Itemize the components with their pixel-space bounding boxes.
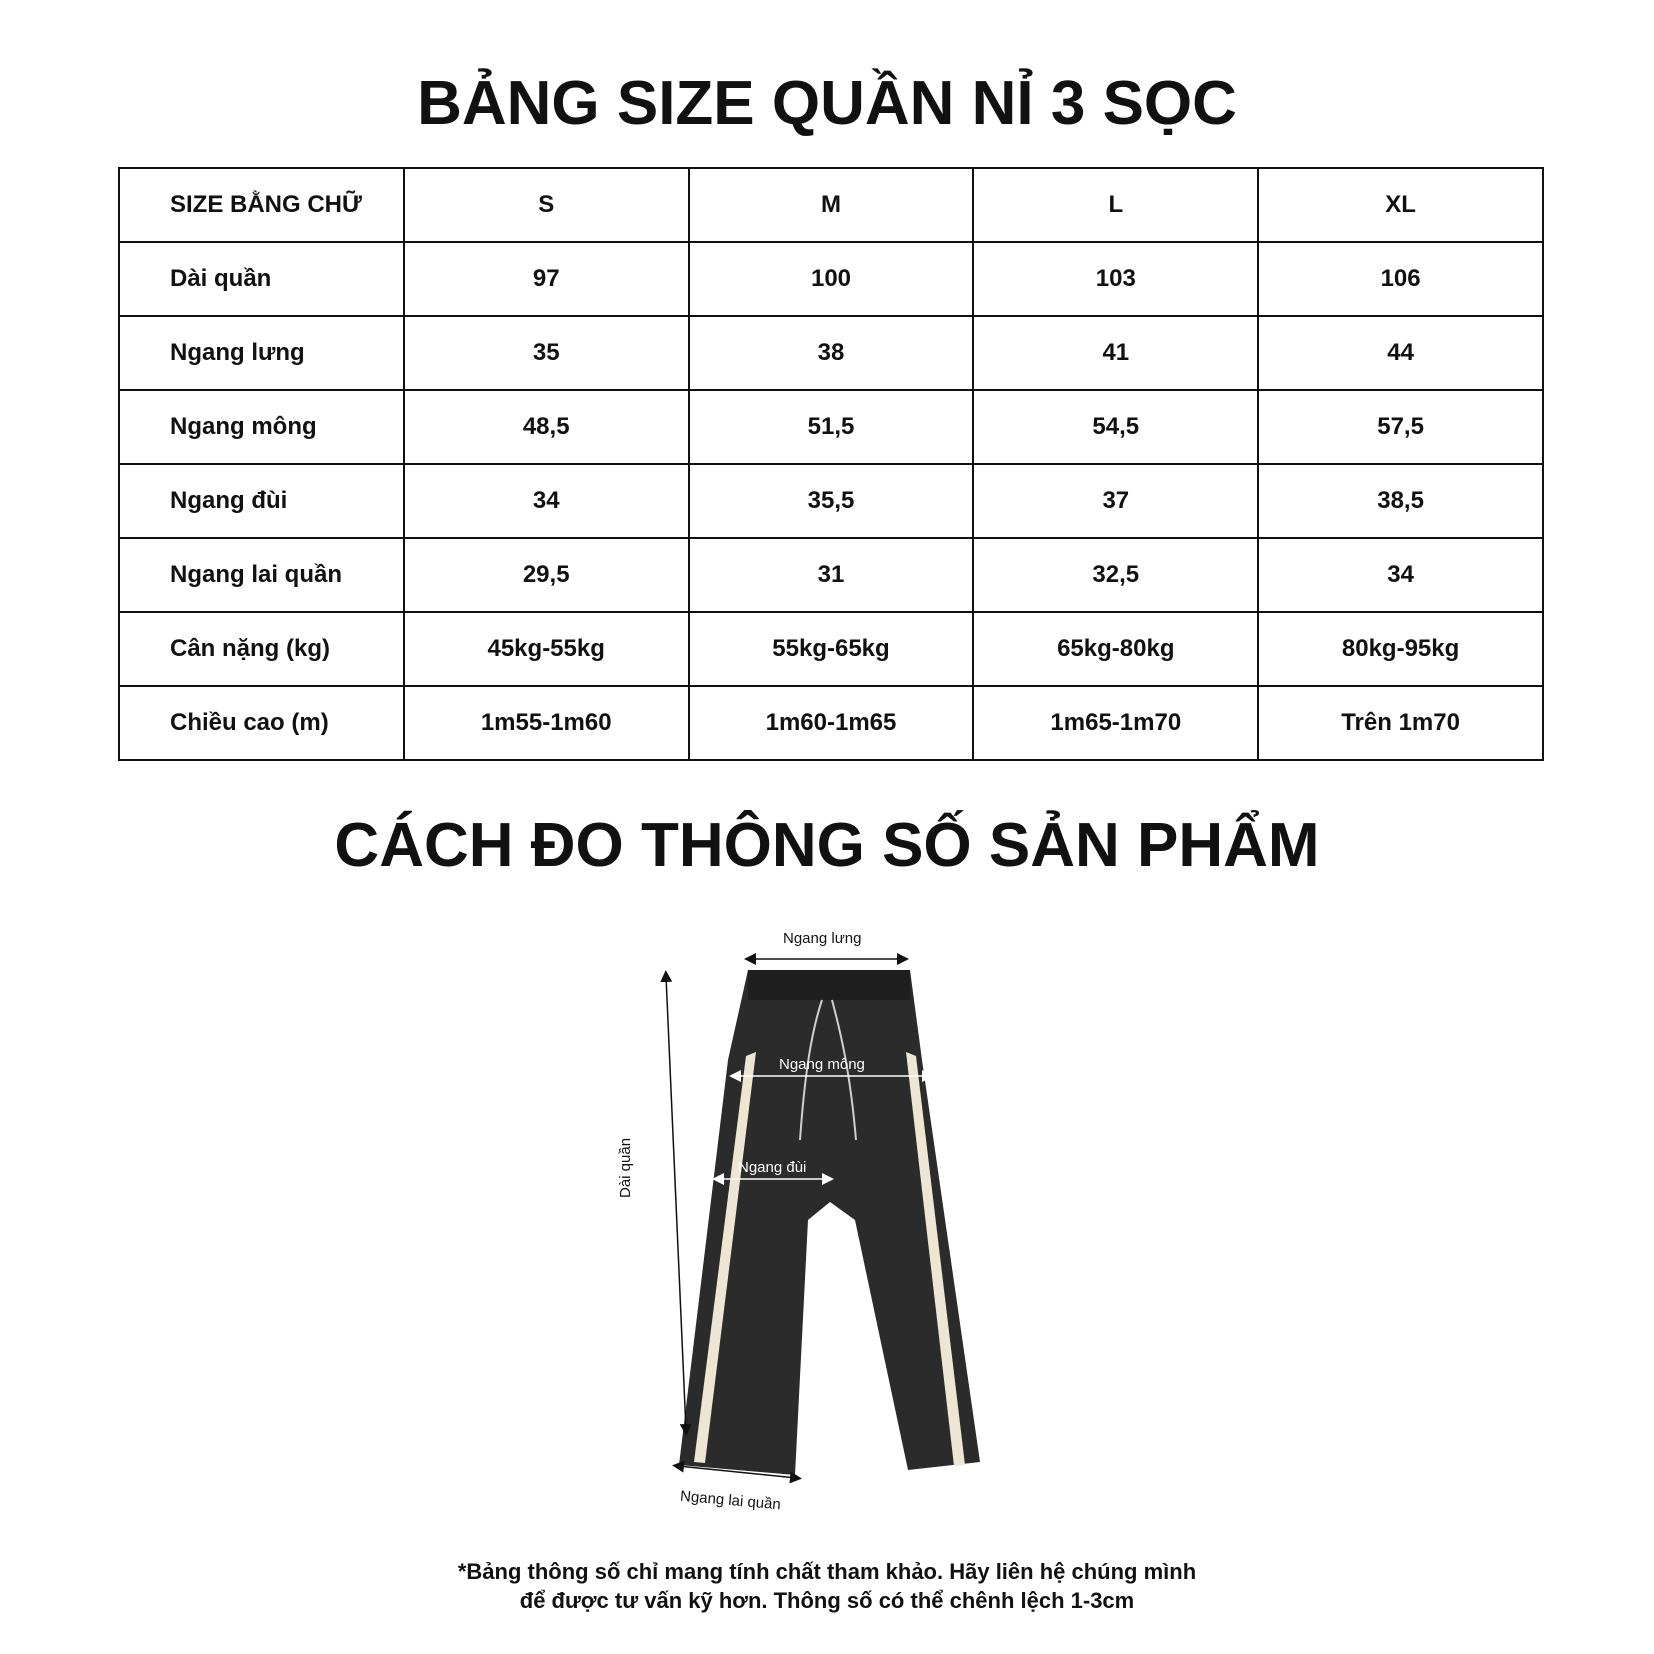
table-row bbox=[119, 316, 1543, 390]
table-cell: 38,5 bbox=[1258, 464, 1543, 538]
table-row bbox=[119, 464, 1543, 538]
size-table bbox=[118, 167, 1544, 761]
table-cell: 31 bbox=[689, 538, 974, 612]
row-label: Chiều cao (m) bbox=[119, 686, 404, 760]
table-cell: 1m65-1m70 bbox=[973, 686, 1258, 760]
table-row bbox=[119, 242, 1543, 316]
table-cell: 103 bbox=[973, 242, 1258, 316]
thigh-label: Ngang đùi bbox=[738, 1159, 807, 1176]
table-cell: 29,5 bbox=[404, 538, 689, 612]
table-cell: 38 bbox=[689, 316, 974, 390]
table-header-row bbox=[119, 168, 1543, 242]
disclaimer-line: *Bảng thông số chỉ mang tính chất tham khảo. Hãy liên hệ chúng mình bbox=[457, 1559, 1197, 1584]
page-title: BẢNG SIZE QUẦN NỈ 3 SỌC bbox=[417, 69, 1237, 138]
table-row bbox=[119, 686, 1543, 760]
measurement-diagram bbox=[600, 920, 1020, 1520]
row-label: Ngang lưng bbox=[119, 316, 404, 390]
pants-illustration bbox=[600, 920, 1020, 1520]
table-cell: Trên 1m70 bbox=[1258, 686, 1543, 760]
row-label: Dài quần bbox=[119, 242, 404, 316]
table-cell: 32,5 bbox=[973, 538, 1258, 612]
table-cell: 80kg-95kg bbox=[1258, 612, 1543, 686]
row-label: Ngang mông bbox=[119, 390, 404, 464]
table-cell: 100 bbox=[689, 242, 974, 316]
table-cell: 57,5 bbox=[1258, 390, 1543, 464]
table-cell: 37 bbox=[973, 464, 1258, 538]
table-cell: 106 bbox=[1258, 242, 1543, 316]
waistband bbox=[748, 970, 910, 1000]
table-cell: 1m55-1m60 bbox=[404, 686, 689, 760]
length-arrow bbox=[666, 976, 686, 1430]
table-cell: 1m60-1m65 bbox=[689, 686, 974, 760]
table-cell: 41 bbox=[973, 316, 1258, 390]
table-cell: 48,5 bbox=[404, 390, 689, 464]
hem-label: Ngang lai quần bbox=[679, 1487, 782, 1514]
table-cell: 44 bbox=[1258, 316, 1543, 390]
table-cell: 35 bbox=[404, 316, 689, 390]
table-cell: 35,5 bbox=[689, 464, 974, 538]
section-title: CÁCH ĐO THÔNG SỐ SẢN PHẨM bbox=[334, 811, 1320, 880]
table-row bbox=[119, 612, 1543, 686]
table-cell: 97 bbox=[404, 242, 689, 316]
table-cell: 34 bbox=[404, 464, 689, 538]
hip-label: Ngang mông bbox=[779, 1056, 865, 1073]
table-cell: 54,5 bbox=[973, 390, 1258, 464]
table-cell: 65kg-80kg bbox=[973, 612, 1258, 686]
waist-label: Ngang lưng bbox=[783, 930, 862, 947]
table-cell: 45kg-55kg bbox=[404, 612, 689, 686]
table-cell: 34 bbox=[1258, 538, 1543, 612]
table-row bbox=[119, 390, 1543, 464]
disclaimer-line: để được tư vấn kỹ hơn. Thông số có thể chênh lệch 1-3cm bbox=[519, 1588, 1135, 1613]
header-cell: XL bbox=[1258, 168, 1543, 242]
header-cell: S bbox=[404, 168, 689, 242]
header-cell: SIZE BẰNG CHỮ bbox=[119, 168, 404, 242]
table-cell: 55kg-65kg bbox=[689, 612, 974, 686]
row-label: Ngang đùi bbox=[119, 464, 404, 538]
row-label: Ngang lai quần bbox=[119, 538, 404, 612]
header-cell: M bbox=[689, 168, 974, 242]
row-label: Cân nặng (kg) bbox=[119, 612, 404, 686]
disclaimer-note bbox=[0, 1557, 1654, 1615]
length-label: Dài quần bbox=[617, 1137, 634, 1198]
table-cell: 51,5 bbox=[689, 390, 974, 464]
header-cell: L bbox=[973, 168, 1258, 242]
table-row bbox=[119, 538, 1543, 612]
